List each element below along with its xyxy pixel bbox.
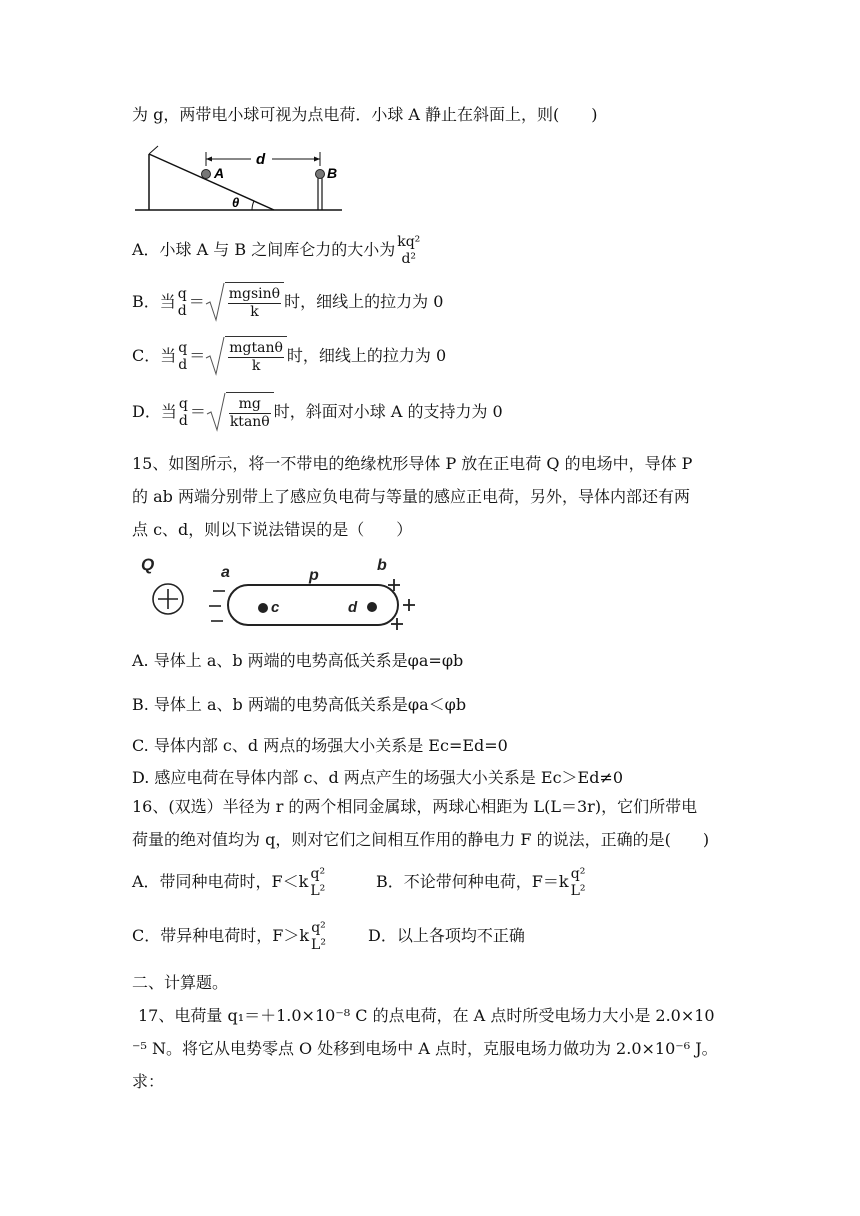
label-d: d bbox=[348, 599, 358, 616]
q14-option-d-rad-num: mg bbox=[238, 396, 261, 412]
q14-intro: 为 g，两带电小球可视为点电荷．小球 A 静止在斜面上，则( ) bbox=[132, 105, 598, 124]
q16-option-c-den: L² bbox=[311, 936, 326, 953]
q14-option-b-suffix: 时，细线上的拉力为 0 bbox=[284, 292, 444, 311]
q14-option-d-eq: ＝ bbox=[189, 402, 206, 421]
q15-line-2: 的 ab 两端分别带上了感应负电荷与等量的感应正电荷，另外，导体内部还有两 bbox=[132, 487, 690, 506]
q16-option-d: D．以上各项均不正确 bbox=[368, 926, 525, 945]
label-q: Q bbox=[141, 555, 155, 574]
q14-option-d bbox=[132, 392, 503, 433]
sqrt-symbol bbox=[205, 282, 284, 323]
q16-option-a-num: q² bbox=[310, 865, 326, 882]
q14-option-c-suffix: 时，细线上的拉力为 0 bbox=[286, 346, 447, 365]
point-d bbox=[367, 602, 377, 612]
q14-option-d-suffix: 时，斜面对小球 A 的支持力为 0 bbox=[273, 402, 503, 421]
q16-option-c-prefix: C．带异种电荷时，F＞k bbox=[132, 926, 310, 945]
q14-option-c bbox=[132, 336, 446, 377]
label-c: c bbox=[271, 599, 280, 616]
q16-option-c-num: q² bbox=[311, 919, 326, 936]
q17-line-3: 求： bbox=[132, 1072, 165, 1091]
q16-option-b bbox=[376, 862, 587, 902]
q16-option-a-prefix: A．带同种电荷时，F＜k bbox=[132, 872, 309, 891]
q17-line-2: ⁻⁵ N。将它从电势零点 O 处移到电场中 A 点时，克服电场力做功为 2.0×10⁻⁶ J。 bbox=[132, 1039, 718, 1058]
q16-option-a bbox=[132, 862, 327, 902]
q14-option-b-rad-den: k bbox=[228, 303, 281, 321]
label-a: A bbox=[214, 165, 225, 181]
q14-option-d-q: q bbox=[178, 395, 188, 412]
q14-option-c-eq: ＝ bbox=[189, 346, 206, 365]
q15-option-b: B. 导体上 a、b 两端的电势高低关系是φa＜φb bbox=[132, 695, 467, 714]
label-a: a bbox=[221, 564, 230, 581]
q16-option-a-den: L² bbox=[310, 882, 326, 899]
q14-option-d-d: d bbox=[178, 412, 188, 429]
sqrt-symbol bbox=[206, 392, 274, 433]
q14-option-b-q: q bbox=[177, 285, 187, 302]
q14-option-b-rad-num: mgsinθ bbox=[228, 286, 281, 302]
q15-conductor-figure bbox=[135, 548, 425, 634]
label-theta: θ bbox=[232, 195, 240, 210]
q16-option-c bbox=[132, 916, 328, 956]
plus-signs bbox=[388, 579, 415, 630]
q15-option-d: D. 感应电荷在导体内部 c、d 两点产生的场强大小关系是 Ec＞Ed≠0 bbox=[132, 768, 624, 787]
label-d: d bbox=[256, 151, 266, 168]
ball-b bbox=[316, 170, 325, 179]
q14-option-a-text: A．小球 A 与 B 之间库仑力的大小为 bbox=[132, 240, 396, 259]
q15-line-1: 15、如图所示，将一不带电的绝缘枕形导体 P 放在正电荷 Q 的电场中，导体 P bbox=[132, 454, 693, 473]
label-b: B bbox=[327, 165, 338, 181]
q14-option-c-d: d bbox=[178, 356, 188, 373]
q14-option-b-prefix: B．当 bbox=[132, 292, 176, 311]
q16-option-b-den: L² bbox=[570, 882, 586, 899]
section-heading: 二、计算题。 bbox=[132, 973, 229, 992]
theta-arc bbox=[252, 201, 254, 210]
q16-line-1: 16、(双选）半径为 r 的两个相同金属球，两球心相距为 L(L＝3r)，它们所带电 bbox=[132, 797, 698, 816]
ball-a bbox=[202, 170, 211, 179]
q14-option-a-num: kq² bbox=[397, 233, 421, 250]
q14-option-a-den: d² bbox=[401, 250, 417, 267]
q15-line-3: 点 c、d，则以下说法错误的是（ ） bbox=[132, 520, 413, 539]
q14-option-b bbox=[132, 282, 443, 323]
q14-option-b-eq: ＝ bbox=[188, 292, 205, 311]
q15-option-c: C. 导体内部 c、d 两点的场强大小关系是 Ec=Ed=0 bbox=[132, 736, 508, 755]
q17-line-1: 17、电荷量 q₁＝＋1.0×10⁻⁸ C 的点电荷，在 A 点时所受电场力大小是 2.0×10 bbox=[138, 1006, 715, 1025]
q15-option-a: A. 导体上 a、b 两端的电势高低关系是φa=φb bbox=[132, 651, 464, 670]
thread-line bbox=[149, 146, 158, 154]
q14-option-c-rad-num: mgtanθ bbox=[229, 340, 283, 356]
point-c bbox=[258, 603, 268, 613]
q14-option-c-q: q bbox=[178, 339, 188, 356]
q14-option-d-prefix: D．当 bbox=[132, 402, 177, 421]
q14-incline-figure bbox=[130, 140, 350, 218]
q14-option-d-rad-den: ktanθ bbox=[229, 414, 270, 430]
q16-line-2: 荷量的绝对值均为 q，则对它们之间相互作用的静电力 F 的说法，正确的是( ) bbox=[132, 830, 710, 849]
label-p: p bbox=[309, 567, 319, 584]
q16-option-b-prefix: B．不论带何种电荷，F＝k bbox=[376, 872, 569, 891]
q14-option-c-prefix: C．当 bbox=[132, 346, 177, 365]
q16-option-b-num: q² bbox=[570, 865, 586, 882]
q14-option-b-d: d bbox=[177, 302, 187, 319]
sqrt-symbol bbox=[205, 336, 287, 377]
q14-option-c-rad-den: k bbox=[228, 357, 284, 375]
q14-option-a bbox=[132, 232, 422, 268]
label-b: b bbox=[377, 557, 387, 574]
